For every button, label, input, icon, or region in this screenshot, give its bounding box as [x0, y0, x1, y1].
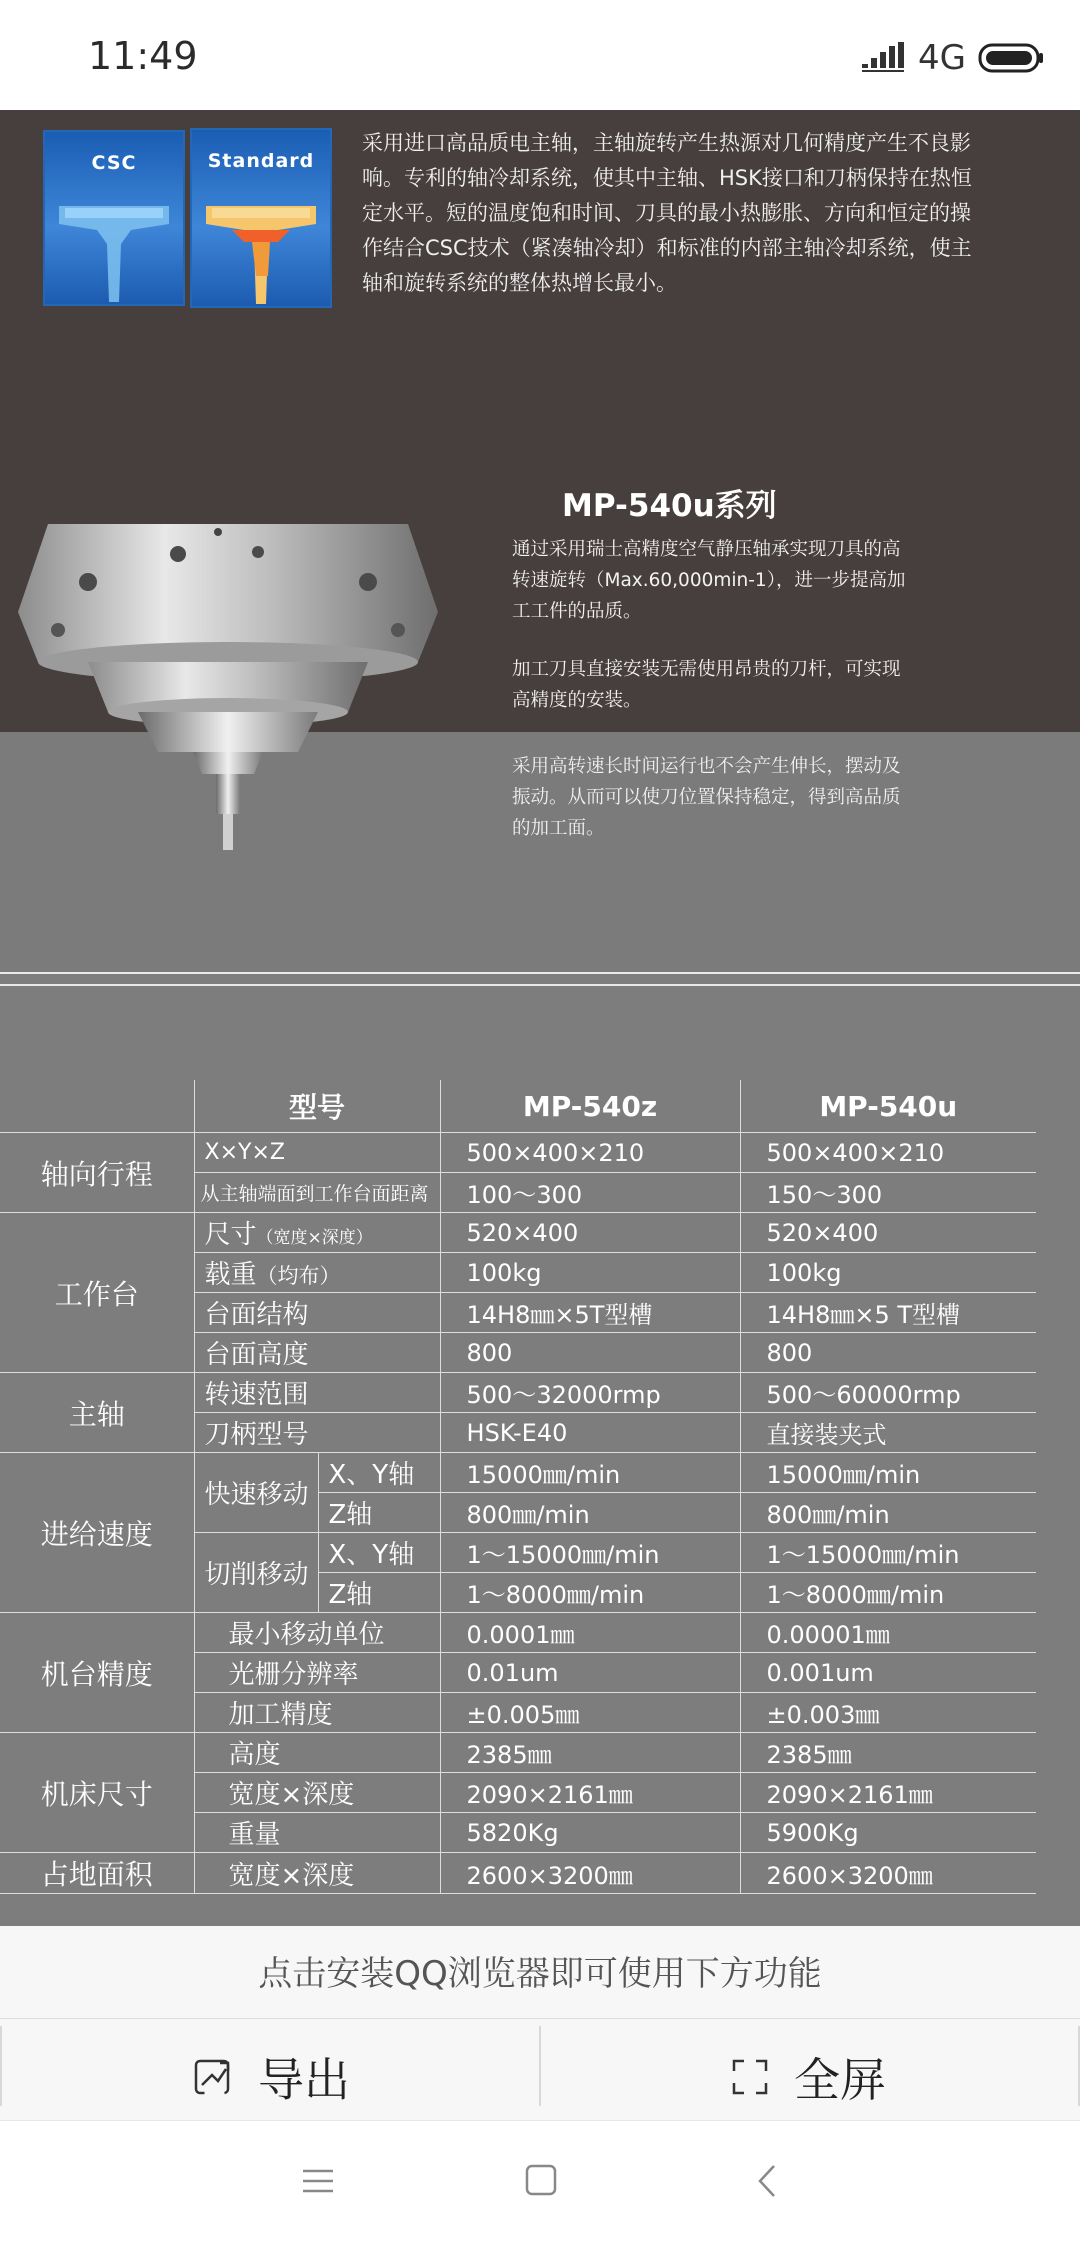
cell-rapid-xy-z: 15000㎜/min — [440, 1453, 740, 1493]
load-label: 载重 — [204, 1260, 257, 1290]
battery-icon — [978, 43, 1044, 73]
row-label-xyz: X×Y×Z — [194, 1133, 440, 1173]
cell-rapid-z-z: 800㎜/min — [440, 1493, 740, 1533]
csc-spindle-graphic — [45, 182, 183, 304]
group-footprint: 占地面积 — [0, 1853, 194, 1894]
row-label-cut-z: Z轴 — [318, 1573, 440, 1613]
row-label-structure: 台面结构 — [194, 1293, 440, 1333]
cell-height-z: 2385㎜ — [440, 1733, 740, 1773]
cell-cut-xy-z: 1～15000㎜/min — [440, 1533, 740, 1573]
standard-spindle-graphic — [192, 180, 330, 306]
cell-weight-z: 5820Kg — [440, 1813, 740, 1853]
group-dimensions: 机床尺寸 — [0, 1733, 194, 1853]
cell-structure-u: 14H8㎜×5 T型槽 — [740, 1293, 1036, 1333]
status-time: 11:49 — [88, 34, 198, 78]
menu-icon[interactable] — [300, 2163, 336, 2199]
home-icon[interactable] — [524, 2163, 558, 2197]
cell-xyz-u: 500×400×210 — [740, 1133, 1036, 1173]
table-row — [0, 1213, 1036, 1253]
cell-cut-xy-u: 1～15000㎜/min — [740, 1533, 1036, 1573]
row-label-cutting: 切削移动 — [194, 1533, 318, 1613]
cell-cut-z-u: 1～8000㎜/min — [740, 1573, 1036, 1613]
network-type: 4G — [918, 38, 966, 78]
series-title: MP-540u系列 — [562, 488, 777, 524]
back-icon[interactable] — [752, 2163, 782, 2199]
size-hint: （宽度×深度） — [256, 1228, 373, 1248]
cell-width-depth-z: 2090×2161㎜ — [440, 1773, 740, 1813]
cell-rapid-z-u: 800㎜/min — [740, 1493, 1036, 1533]
cell-speed-u: 500～60000rmp — [740, 1373, 1036, 1413]
size-label: 尺寸 — [204, 1220, 257, 1250]
cell-size-u: 520×400 — [740, 1213, 1036, 1253]
row-label-load — [194, 1253, 440, 1293]
banner-divider — [539, 2026, 541, 2106]
cell-footprint-z: 2600×3200㎜ — [440, 1853, 740, 1894]
banner-divider — [0, 2018, 1080, 2019]
row-label-footprint: 宽度×深度 — [194, 1853, 440, 1894]
spindle-product-image — [18, 512, 438, 852]
cell-size-z: 520×400 — [440, 1213, 740, 1253]
export-icon — [190, 2055, 234, 2099]
group-accuracy: 机台精度 — [0, 1613, 194, 1733]
table-corner — [0, 1080, 194, 1133]
cell-machining-u: ±0.003㎜ — [740, 1693, 1036, 1733]
header-mp540u: MP-540u — [740, 1080, 1036, 1133]
csc-cooling-image — [43, 130, 185, 306]
cell-table-height-z: 800 — [440, 1333, 740, 1373]
group-worktable: 工作台 — [0, 1213, 194, 1373]
table-row — [0, 1133, 1036, 1173]
group-spindle: 主轴 — [0, 1373, 194, 1453]
header-model: 型号 — [194, 1080, 440, 1133]
cell-cut-z-z: 1～8000㎜/min — [440, 1573, 740, 1613]
table-header-row — [0, 1080, 1036, 1133]
row-label-distance: 从主轴端面到工作台面距离 — [194, 1173, 440, 1213]
row-label-weight: 重量 — [194, 1813, 440, 1853]
group-axis-travel: 轴向行程 — [0, 1133, 194, 1213]
cell-weight-u: 5900Kg — [740, 1813, 1036, 1853]
cell-load-z: 100kg — [440, 1253, 740, 1293]
cell-holder-u: 直接装夹式 — [740, 1413, 1036, 1453]
cell-table-height-u: 800 — [740, 1333, 1036, 1373]
browser-install-banner — [0, 1926, 1080, 2120]
header-mp540z: MP-540z — [440, 1080, 740, 1133]
cell-rapid-xy-u: 15000㎜/min — [740, 1453, 1036, 1493]
cell-load-u: 100kg — [740, 1253, 1036, 1293]
row-label-speed: 转速范围 — [194, 1373, 440, 1413]
fullscreen-icon — [730, 2057, 770, 2097]
row-label-grating: 光栅分辨率 — [194, 1653, 440, 1693]
feature-paragraph-bearing: 通过采用瑞士高精度空气静压轴承实现刀具的高转速旋转（Max.60,000min-1），进一步提高加工工件的品质。 — [512, 539, 906, 622]
cell-min-unit-z: 0.0001㎜ — [440, 1613, 740, 1653]
banner-edge — [0, 2026, 2, 2106]
feature-paragraph-stability: 采用高转速长时间运行也不会产生伸长，摆动及振动。从而可以使刀位置保持稳定，得到高品质的加工面。 — [512, 756, 901, 839]
row-label-cut-xy: X、Y轴 — [318, 1533, 440, 1573]
navigation-bar — [0, 2120, 1080, 2245]
cell-speed-z: 500～32000rmp — [440, 1373, 740, 1413]
row-label-rapid-z: Z轴 — [318, 1493, 440, 1533]
cell-distance-u: 150～300 — [740, 1173, 1036, 1213]
cell-structure-z: 14H8㎜×5T型槽 — [440, 1293, 740, 1333]
divider-line — [0, 972, 1080, 974]
fullscreen-button[interactable] — [730, 2044, 886, 2110]
status-bar — [0, 0, 1080, 110]
cell-width-depth-u: 2090×2161㎜ — [740, 1773, 1036, 1813]
spec-table — [0, 1080, 1036, 1894]
cell-xyz-z: 500×400×210 — [440, 1133, 740, 1173]
row-label-width-depth: 宽度×深度 — [194, 1773, 440, 1813]
row-label-table-height: 台面高度 — [194, 1333, 440, 1373]
load-hint: （均布） — [256, 1264, 341, 1288]
row-label-min-unit: 最小移动单位 — [194, 1613, 440, 1653]
csc-label: CSC — [91, 152, 137, 174]
export-button[interactable] — [190, 2044, 350, 2110]
status-icons — [862, 38, 1044, 78]
cell-grating-u: 0.001um — [740, 1653, 1036, 1693]
row-label-height: 高度 — [194, 1733, 440, 1773]
table-row — [0, 1733, 1036, 1773]
cell-grating-z: 0.01um — [440, 1653, 740, 1693]
signal-icon — [862, 42, 906, 74]
group-feed-speed: 进给速度 — [0, 1453, 194, 1613]
cell-holder-z: HSK-E40 — [440, 1413, 740, 1453]
standard-cooling-image — [190, 128, 332, 308]
cell-machining-z: ±0.005㎜ — [440, 1693, 740, 1733]
row-label-machining: 加工精度 — [194, 1693, 440, 1733]
export-label: 导出 — [258, 2053, 350, 2107]
feature-paragraph-mounting: 加工刀具直接安装无需使用昂贵的刀杆，可实现高精度的安装。 — [512, 659, 901, 711]
standard-label: Standard — [207, 150, 315, 172]
fullscreen-label: 全屏 — [794, 2053, 886, 2107]
cooling-description: 采用进口高品质电主轴，主轴旋转产生热源对几何精度产生不良影响。专利的轴冷却系统，使其中主轴、HSK接口和刀柄保持在热恒定水平。短的温度饱和时间、刀具的最小热膨胀、方向和恒定的操作结合CSC技术（紧凑轴冷却）和标准的内部主轴冷却系统，使主轴和旋转系统的整体热增长最小。 — [362, 131, 972, 295]
table-row — [0, 1613, 1036, 1653]
install-prompt[interactable]: 点击安装QQ浏览器即可使用下方功能 — [258, 1954, 822, 1994]
cell-distance-z: 100～300 — [440, 1173, 740, 1213]
cell-footprint-u: 2600×3200㎜ — [740, 1853, 1036, 1894]
table-row — [0, 1373, 1036, 1413]
row-label-rapid: 快速移动 — [194, 1453, 318, 1533]
row-label-rapid-xy: X、Y轴 — [318, 1453, 440, 1493]
row-label-size — [194, 1213, 440, 1253]
table-row — [0, 1453, 1036, 1493]
cell-height-u: 2385㎜ — [740, 1733, 1036, 1773]
table-row — [0, 1853, 1036, 1894]
divider-line — [0, 984, 1080, 986]
row-label-holder: 刀柄型号 — [194, 1413, 440, 1453]
cell-min-unit-u: 0.00001㎜ — [740, 1613, 1036, 1653]
